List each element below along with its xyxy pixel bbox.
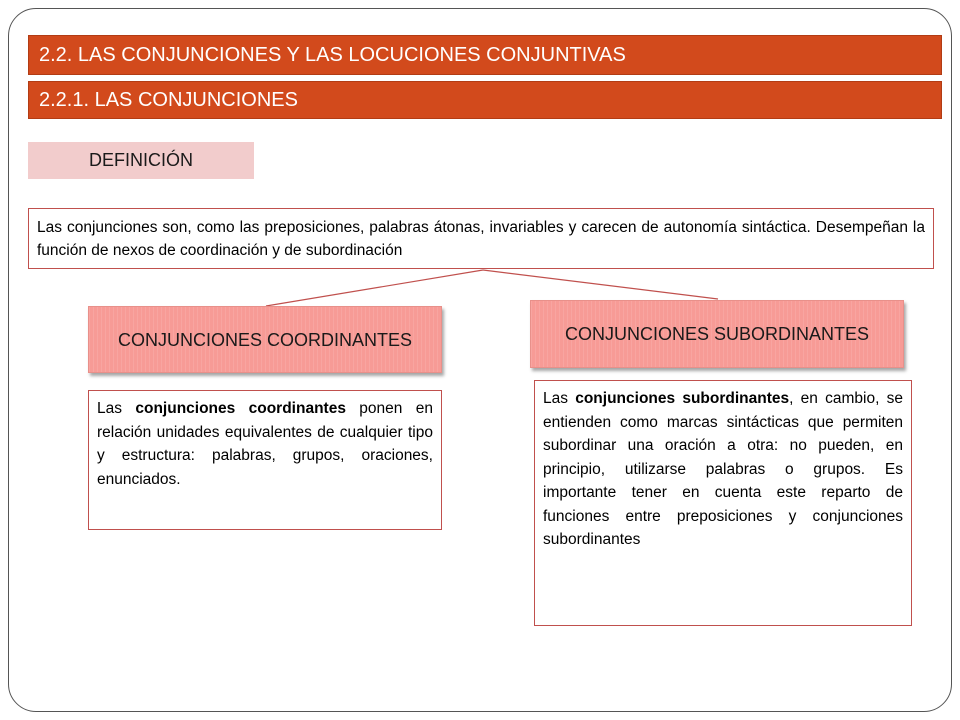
subordinantes-description-box: [534, 380, 912, 626]
section-title: 2.2. LAS CONJUNCIONES Y LAS LOCUCIONES CONJUNTIVAS: [39, 44, 626, 66]
subordinantes-term: conjunciones subordinantes: [575, 390, 790, 407]
coordinantes-term: conjunciones coordinantes: [135, 400, 346, 417]
subsection-title: 2.2.1. LAS CONJUNCIONES: [39, 89, 298, 111]
definition-text: Las conjunciones son, como las preposiciones, palabras átonas, invariables y carecen de autonomía sintáctica. Desempeñan la función de nexos de coordinación y de subordinación: [37, 219, 925, 259]
coordinantes-text-after: ponen en relación unidades equivalentes de cualquier tipo y estructura: palabras, grupos, oraciones, enunciados.: [97, 400, 433, 488]
subordinantes-description: [543, 387, 903, 552]
coordinantes-title: CONJUNCIONES COORDINANTES: [117, 329, 413, 350]
connector-to-coordinantes: [266, 270, 483, 306]
connector-to-subordinantes: [483, 270, 718, 299]
coordinantes-description: [97, 397, 433, 491]
coordinantes-text-before: Las: [97, 400, 136, 417]
coordinantes-category-box: [88, 306, 442, 373]
subordinantes-category-box: [530, 300, 904, 368]
subordinantes-text-before: Las: [543, 390, 576, 407]
coordinantes-description-box: [88, 390, 442, 530]
definition-label: DEFINICIÓN: [28, 142, 254, 179]
subordinantes-text-after: , en cambio, se entienden como marcas sintácticas que permiten subordinar una oración a otra: no pueden, en principio, utilizarse palabras o grupos. Es importante tener en cuenta este reparto de funciones entre preposiciones y conjunciones subordinantes: [543, 390, 903, 548]
subordinantes-title: CONJUNCIONES SUBORDINANTES: [564, 324, 870, 344]
